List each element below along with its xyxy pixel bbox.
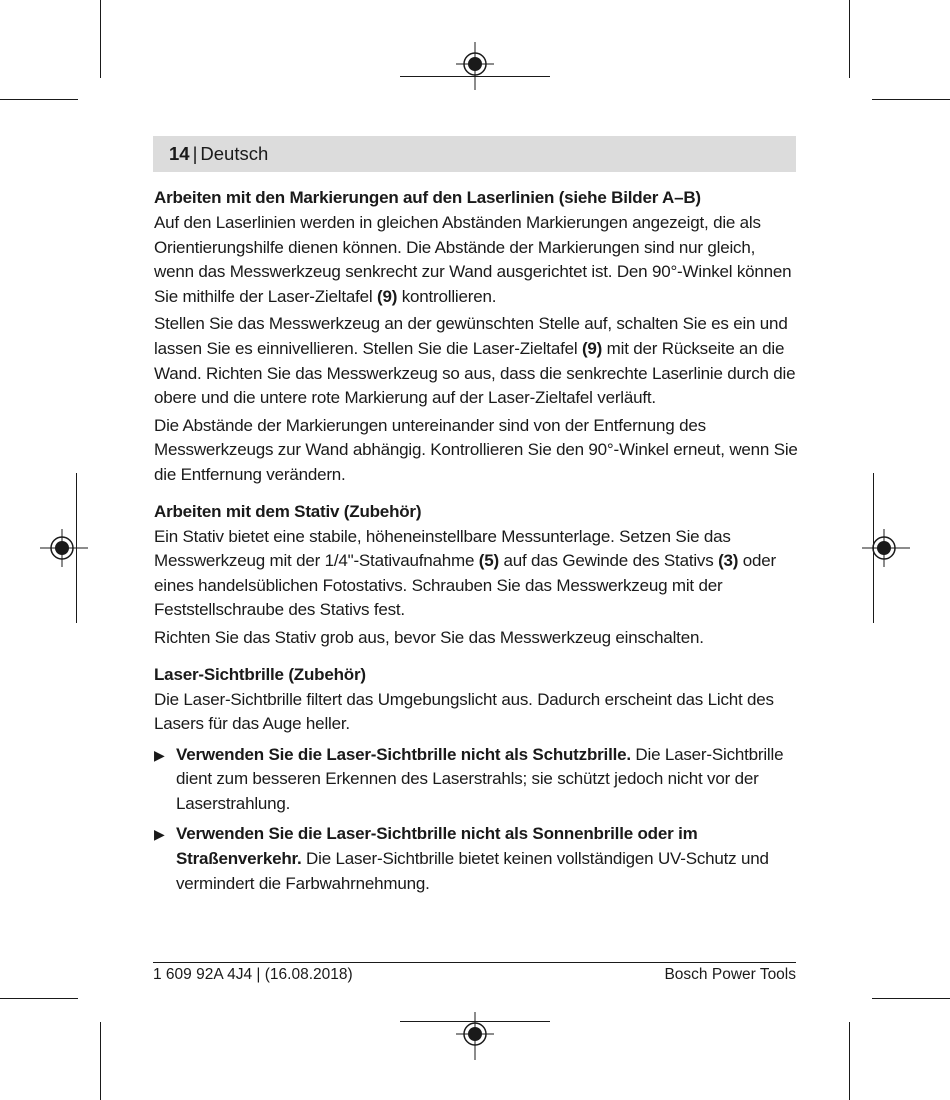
paragraph: Ein Stativ bietet eine stabile, höheneinstellbare Messunterlage. Setzen Sie das Messwerkzeug mit der 1/4"-Stativaufnahme (5) auf das Gewinde des Stativs (3) oder eines handelsüblichen Fotostativs. Schrauben Sie das Messwerkzeug mit der Feststellschraube des Stativs fest. xyxy=(154,526,776,620)
page-footer xyxy=(153,962,796,984)
crop-mark xyxy=(872,998,950,999)
bullet-triangle-icon: ▶ xyxy=(154,826,165,843)
warning-bullet xyxy=(154,743,799,817)
reference-number: (5) xyxy=(478,551,499,571)
header-language: Deutsch xyxy=(200,143,269,164)
crop-mark xyxy=(872,99,950,100)
bullet-text: Verwenden Sie die Laser-Sichtbrille nicht als Schutzbrille. Die Laser-Sichtbrille dient zum besseren Erkennen des Laserstrahls; sie schützt jedoch nicht vor der Laserstrahlung. xyxy=(176,744,784,813)
paragraph: Auf den Laserlinien werden in gleichen Abständen Markierungen angezeigt, die als Orientierungshilfe dienen können. Die Abstände der Markierungen sind nur gleich, wenn das Messwerkzeug senkrecht zur Wand ausgerichtet ist. Den 90°-Winkel können Sie mithilfe der Laser-Zieltafel (9) kontrollieren. xyxy=(154,213,792,306)
reference-number: (9) xyxy=(581,338,603,358)
crop-mark xyxy=(849,0,850,78)
paragraph: Stellen Sie das Messwerkzeug an der gewünschten Stelle auf, schalten Sie es ein und lassen Sie es einnivellieren. Stellen Sie die Laser-Zieltafel (9) mit der Rückseite an die Wand. Richten Sie das Messwerkzeug so aus, dass die senkrechte Laserlinie durch die obere und die untere rote Markierung auf der Laser-Zieltafel verläuft. xyxy=(154,314,796,408)
bullet-triangle-icon: ▶ xyxy=(154,746,165,763)
paragraph: Richten Sie das Stativ grob aus, bevor Sie das Messwerkzeug einschalten. xyxy=(154,627,704,647)
crop-mark xyxy=(0,99,78,100)
paragraph: Die Abstände der Markierungen untereinander sind von der Entfernung des Messwerkzeugs zur Wand abhängig. Kontrollieren Sie den 90°-Winkel erneut, wenn Sie die Entfernung verändern. xyxy=(154,415,798,484)
section-markings xyxy=(154,186,799,488)
registration-target-icon xyxy=(456,1012,494,1060)
page-number: 14 xyxy=(169,143,190,164)
registration-target-icon xyxy=(456,42,494,90)
page-header xyxy=(153,136,796,172)
crop-mark xyxy=(0,998,78,999)
bullet-text: Verwenden Sie die Laser-Sichtbrille nicht als Sonnenbrille oder im Straßenverkehr. Die Laser-Sichtbrille bietet keinen vollständigen UV-Schutz und vermindert die Farbwahrnehmung. xyxy=(176,824,769,893)
section-tripod xyxy=(154,500,799,651)
page-content xyxy=(154,186,799,896)
footer-doc-id: 1 609 92A 4J4 | (16.08.2018) xyxy=(153,966,353,983)
crop-mark xyxy=(100,0,101,78)
reference-number: (9) xyxy=(377,286,398,306)
registration-target-icon xyxy=(40,529,88,567)
footer-brand: Bosch Power Tools xyxy=(664,966,796,983)
section-heading: Laser-Sichtbrille (Zubehör) xyxy=(154,664,366,684)
paragraph: Die Laser-Sichtbrille filtert das Umgebungslicht aus. Dadurch erscheint das Licht des Lasers für das Auge heller. xyxy=(154,689,774,734)
registration-target-icon xyxy=(862,529,910,567)
crop-mark xyxy=(849,1022,850,1100)
reference-number: (3) xyxy=(718,551,739,571)
section-heading: Arbeiten mit dem Stativ (Zubehör) xyxy=(154,501,422,521)
section-heading: Arbeiten mit den Markierungen auf den Laserlinien (siehe Bilder A–B) xyxy=(154,188,701,207)
section-glasses xyxy=(154,663,799,897)
warning-bullet xyxy=(154,822,799,896)
header-separator: | xyxy=(192,143,198,164)
crop-mark xyxy=(100,1022,101,1100)
